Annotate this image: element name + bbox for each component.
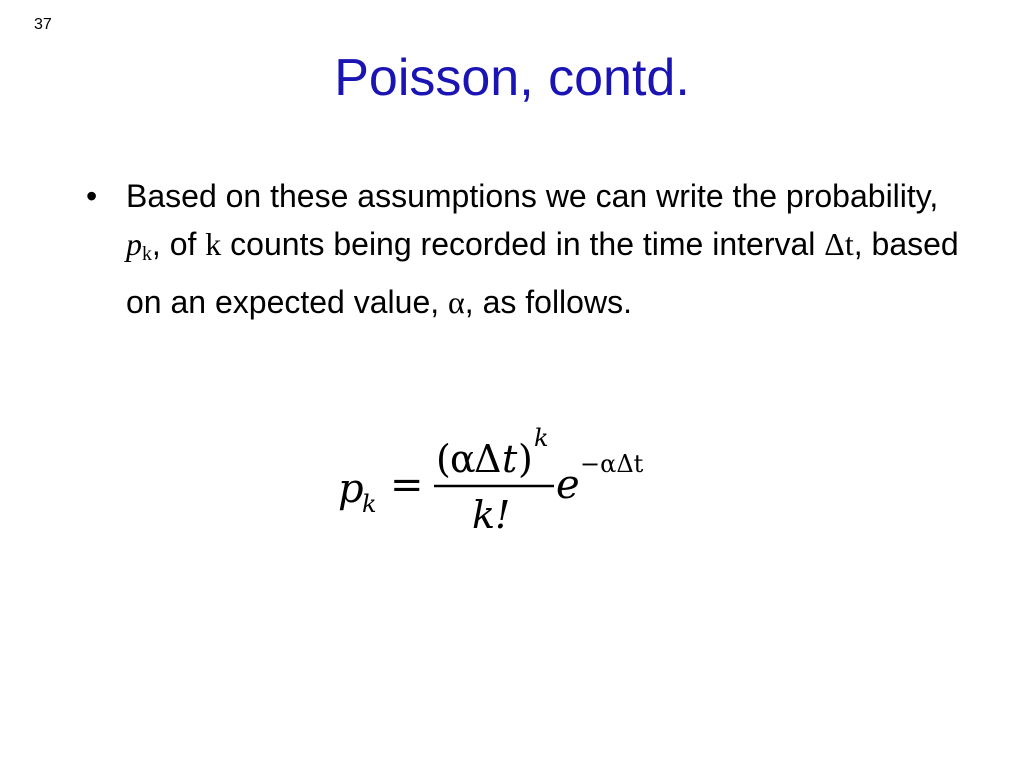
bullet-text-segment: counts being recorded in the time interval [221, 226, 825, 262]
alpha-symbol: α [448, 283, 465, 320]
p-subscript: k [142, 242, 152, 265]
formula-lhs-p: p [338, 466, 364, 512]
delta-t-symbol: Δt [824, 226, 854, 262]
bullet-text-segment: , based on an expected value, [126, 226, 959, 320]
k-symbol: k [205, 226, 222, 262]
slide-title: Poisson, contd. [334, 49, 690, 107]
p-symbol: p [126, 226, 142, 262]
formula-lhs-subscript: k [362, 490, 377, 518]
formula-equals: = [390, 462, 424, 508]
formula-numerator-exponent: k [534, 424, 549, 452]
bullet-text-segment: , as follows. [464, 283, 632, 320]
bullet-text-segment: , of [151, 226, 206, 262]
formula-base-e: e [556, 462, 580, 508]
bullet-marker: • [86, 178, 98, 214]
formula-numerator-open-paren: ( [436, 437, 451, 481]
formula-graphic [332, 420, 672, 540]
formula-numerator-delta: Δ [474, 437, 502, 481]
bullet-item [86, 172, 966, 326]
slide-number: 37 [34, 16, 52, 33]
slide-body [86, 172, 966, 326]
formula-numerator-t: t [502, 437, 518, 481]
bullet-text-segment: Based on these assumptions we can write the probability, [126, 178, 939, 214]
poisson-formula [332, 420, 672, 540]
formula-numerator-close-paren: ) [518, 437, 533, 481]
formula-numerator-alpha: α [450, 437, 476, 481]
bullet-text [126, 172, 966, 326]
formula-denominator: k! [472, 493, 511, 537]
formula-exponent: −αΔt [580, 450, 644, 478]
